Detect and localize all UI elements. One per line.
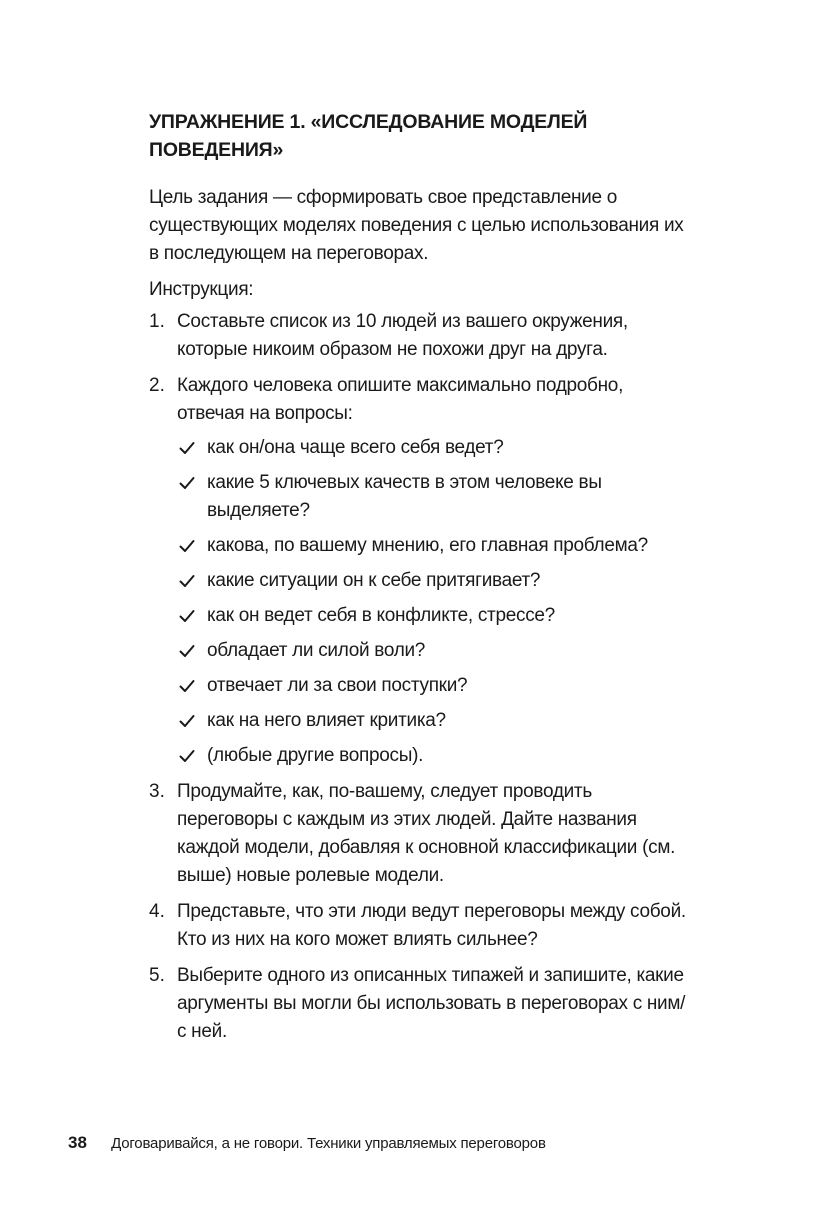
step-number: 5. [149,965,165,986]
checkmark-icon [179,538,195,554]
page-footer [68,1132,546,1155]
checkmark-icon [179,573,195,589]
checklist-item-text: какова, по вашему мнению, его главная проблема? [207,535,648,556]
step-item [149,898,687,954]
checkmark-icon [179,643,195,659]
checkmark-icon [179,678,195,694]
checklist-item [177,742,687,770]
question-checklist [177,434,687,770]
step-text: Выберите одного из описанных типажей и запишите, какие аргументы вы могли бы использовать в переговорах с ним/с ней. [177,965,686,1042]
steps-list [149,308,687,1046]
checklist-item [177,469,687,525]
step-number: 4. [149,901,165,922]
checkmark-icon [179,713,195,729]
checklist-item-text: как на него влияет критика? [207,710,446,731]
checklist-item-text: как он ведет себя в конфликте, стрессе? [207,605,555,626]
page-content [149,108,687,1054]
instruction-label: Инструкция: [149,279,254,300]
checklist-item-text: как он/она чаще всего себя ведет? [207,437,504,458]
step-text: Продумайте, как, по-вашему, следует проводить переговоры с каждым из этих людей. Дайте названия каждой модели, добавляя к основной классификации (см. выше) новые ролевые модели. [177,781,676,886]
checklist-item-text: какие 5 ключевых качеств в этом человеке вы выделяете? [207,472,602,521]
step-item [149,778,687,890]
step-text: Составьте список из 10 людей из вашего окружения, которые никоим образом не похожи друг на друга. [177,311,628,360]
checklist-item-text: (любые другие вопросы). [207,745,424,766]
checklist-item [177,567,687,595]
checkmark-icon [179,475,195,491]
checklist-item [177,602,687,630]
step-text: Каждого человека опишите максимально подробно, отвечая на вопросы: [177,375,624,424]
running-title: Договаривайся, а не говори. Техники управляемых переговоров [111,1135,546,1152]
checkmark-icon [179,608,195,624]
step-number: 1. [149,311,165,332]
checkmark-icon [179,440,195,456]
checklist-item [177,707,687,735]
page-number: 38 [68,1133,87,1152]
checklist-item [177,532,687,560]
step-number: 3. [149,781,165,802]
checklist-item-text: обладает ли силой воли? [207,640,426,661]
checklist-item [177,434,687,462]
checkmark-icon [179,748,195,764]
checklist-item-text: отвечает ли за свои поступки? [207,675,468,696]
checklist-item [177,637,687,665]
exercise-intro: Цель задания — сформировать свое представление о существующих моделях поведения с целью использования их в последующем на переговорах. [149,187,684,264]
step-number: 2. [149,375,165,396]
checklist-item [177,672,687,700]
checklist-item-text: какие ситуации он к себе притягивает? [207,570,541,591]
exercise-title: УПРАЖНЕНИЕ 1. «ИССЛЕДОВАНИЕ МОДЕЛЕЙ ПОВЕДЕНИЯ» [149,111,588,161]
step-item [149,308,687,364]
step-item [149,372,687,770]
step-item [149,962,687,1046]
step-text: Представьте, что эти люди ведут переговоры между собой. Кто из них на кого может влиять сильнее? [177,901,686,950]
